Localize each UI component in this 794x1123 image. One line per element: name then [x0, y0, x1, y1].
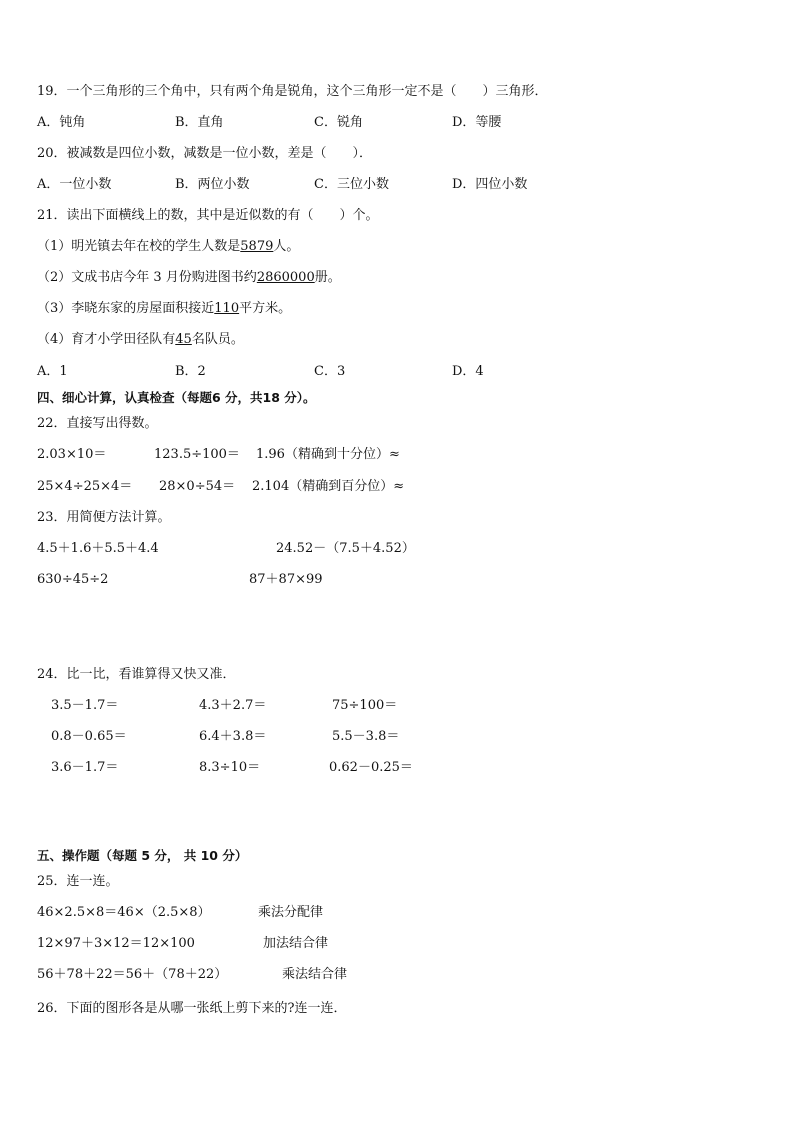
- q25-left-1: 46×2.5×8＝46×（2.5×8）: [37, 905, 211, 920]
- q21-item-4-post: 名队员。: [191, 332, 244, 347]
- q23-r2-c1: 630÷45÷2: [37, 572, 109, 587]
- q20-option-b: B．两位小数: [175, 177, 250, 192]
- q26-stem: 26．下面的图形各是从哪一张纸上剪下来的?连一连．: [37, 1001, 347, 1016]
- q22-r2-c1: 25×4÷25×4＝: [37, 479, 133, 494]
- q25-right-2: 加法结合律: [263, 936, 329, 951]
- q25-left-2: 12×97＋3×12＝12×100: [37, 936, 195, 951]
- q23-stem: 23．用简便方法计算。: [37, 510, 171, 525]
- q24-r3-c2: 8.3÷10＝: [199, 760, 261, 775]
- q24-r2-c2: 6.4＋3.8＝: [199, 729, 267, 744]
- q21-option-b: B．2: [175, 364, 206, 379]
- q21-item-3-pre: （3）李晓东家的房屋面积接近: [37, 301, 215, 316]
- q21-item-1-post: 人。: [273, 239, 300, 254]
- section-4-heading: 四、细心计算，认真检查（每题6 分，共18 分）。: [37, 390, 316, 405]
- q19-option-a: A．钝角: [37, 115, 86, 130]
- q21-item-4-pre: （4）育才小学田径队有: [37, 332, 176, 347]
- q24-r2-c1: 0.8－0.65＝: [51, 729, 127, 744]
- q21-item-3-number: 110: [214, 301, 240, 316]
- q21-item-3-post: 平方米。: [239, 301, 292, 316]
- section-5-heading: 五、操作题（每题 5 分， 共 10 分）: [37, 848, 248, 863]
- q24-r1-c2: 4.3＋2.7＝: [199, 698, 267, 713]
- q21-item-1-pre: （1）明光镇去年在校的学生人数是: [37, 239, 241, 254]
- q21-option-d: D．4: [452, 364, 484, 379]
- q21-item-2-pre: （2）文成书店今年 3 月份购进图书约: [37, 270, 257, 285]
- q21-item-4: [37, 331, 244, 349]
- q24-stem: 24．比一比，看谁算得又快又准．: [37, 667, 236, 682]
- q21-item-1: [37, 238, 299, 256]
- q24-r3-c3: 0.62－0.25＝: [329, 760, 413, 775]
- q23-r2-c2: 87＋87×99: [249, 572, 323, 587]
- q25-right-3: 乘法结合律: [282, 967, 348, 982]
- q25-stem: 25．连一连。: [37, 874, 119, 889]
- q20-stem: 20．被减数是四位小数，减数是一位小数，差是（ ）．: [37, 146, 373, 161]
- q20-option-d: D．四位小数: [452, 177, 528, 192]
- q24-r3-c1: 3.6－1.7＝: [51, 760, 119, 775]
- q21-item-2-post: 册。: [314, 270, 341, 285]
- q24-r1-c1: 3.5－1.7＝: [51, 698, 119, 713]
- q21-item-2: [37, 269, 341, 287]
- q20-option-c: C．三位小数: [314, 177, 389, 192]
- q19-option-d: D．等腰: [452, 115, 502, 130]
- q23-r1-c2: 24.52－（7.5＋4.52）: [276, 541, 415, 556]
- q19-stem: 19．一个三角形的三个角中，只有两个角是锐角，这个三角形一定不是（ ）三角形．: [37, 84, 548, 99]
- q20-option-a: A．一位小数: [37, 177, 112, 192]
- q21-item-3: [37, 300, 291, 318]
- q24-r2-c3: 5.5－3.8＝: [332, 729, 400, 744]
- q22-stem: 22．直接写出得数。: [37, 416, 158, 431]
- q21-option-a: A．1: [37, 364, 68, 379]
- q21-item-2-number: 2860000: [256, 270, 315, 285]
- q22-r1-c3: 1.96（精确到十分位）≈: [256, 447, 400, 462]
- q19-option-c: C．锐角: [314, 115, 363, 130]
- q21-item-1-number: 5879: [240, 239, 274, 254]
- q21-option-c: C．3: [314, 364, 346, 379]
- q25-right-1: 乘法分配律: [258, 905, 324, 920]
- q24-r1-c3: 75÷100＝: [332, 698, 398, 713]
- q22-r2-c3: 2.104（精确到百分位）≈: [252, 479, 405, 494]
- q22-r2-c2: 28×0÷54＝: [159, 479, 236, 494]
- q23-r1-c1: 4.5＋1.6＋5.5＋4.4: [37, 541, 159, 556]
- q21-stem: 21．读出下面横线上的数，其中是近似数的有（ ）个。: [37, 208, 379, 223]
- q22-r1-c2: 123.5÷100＝: [154, 447, 240, 462]
- q21-item-4-number: 45: [175, 332, 192, 347]
- q19-option-b: B．直角: [175, 115, 224, 130]
- q22-r1-c1: 2.03×10＝: [37, 447, 107, 462]
- q25-left-3: 56＋78＋22＝56＋（78＋22）: [37, 967, 228, 982]
